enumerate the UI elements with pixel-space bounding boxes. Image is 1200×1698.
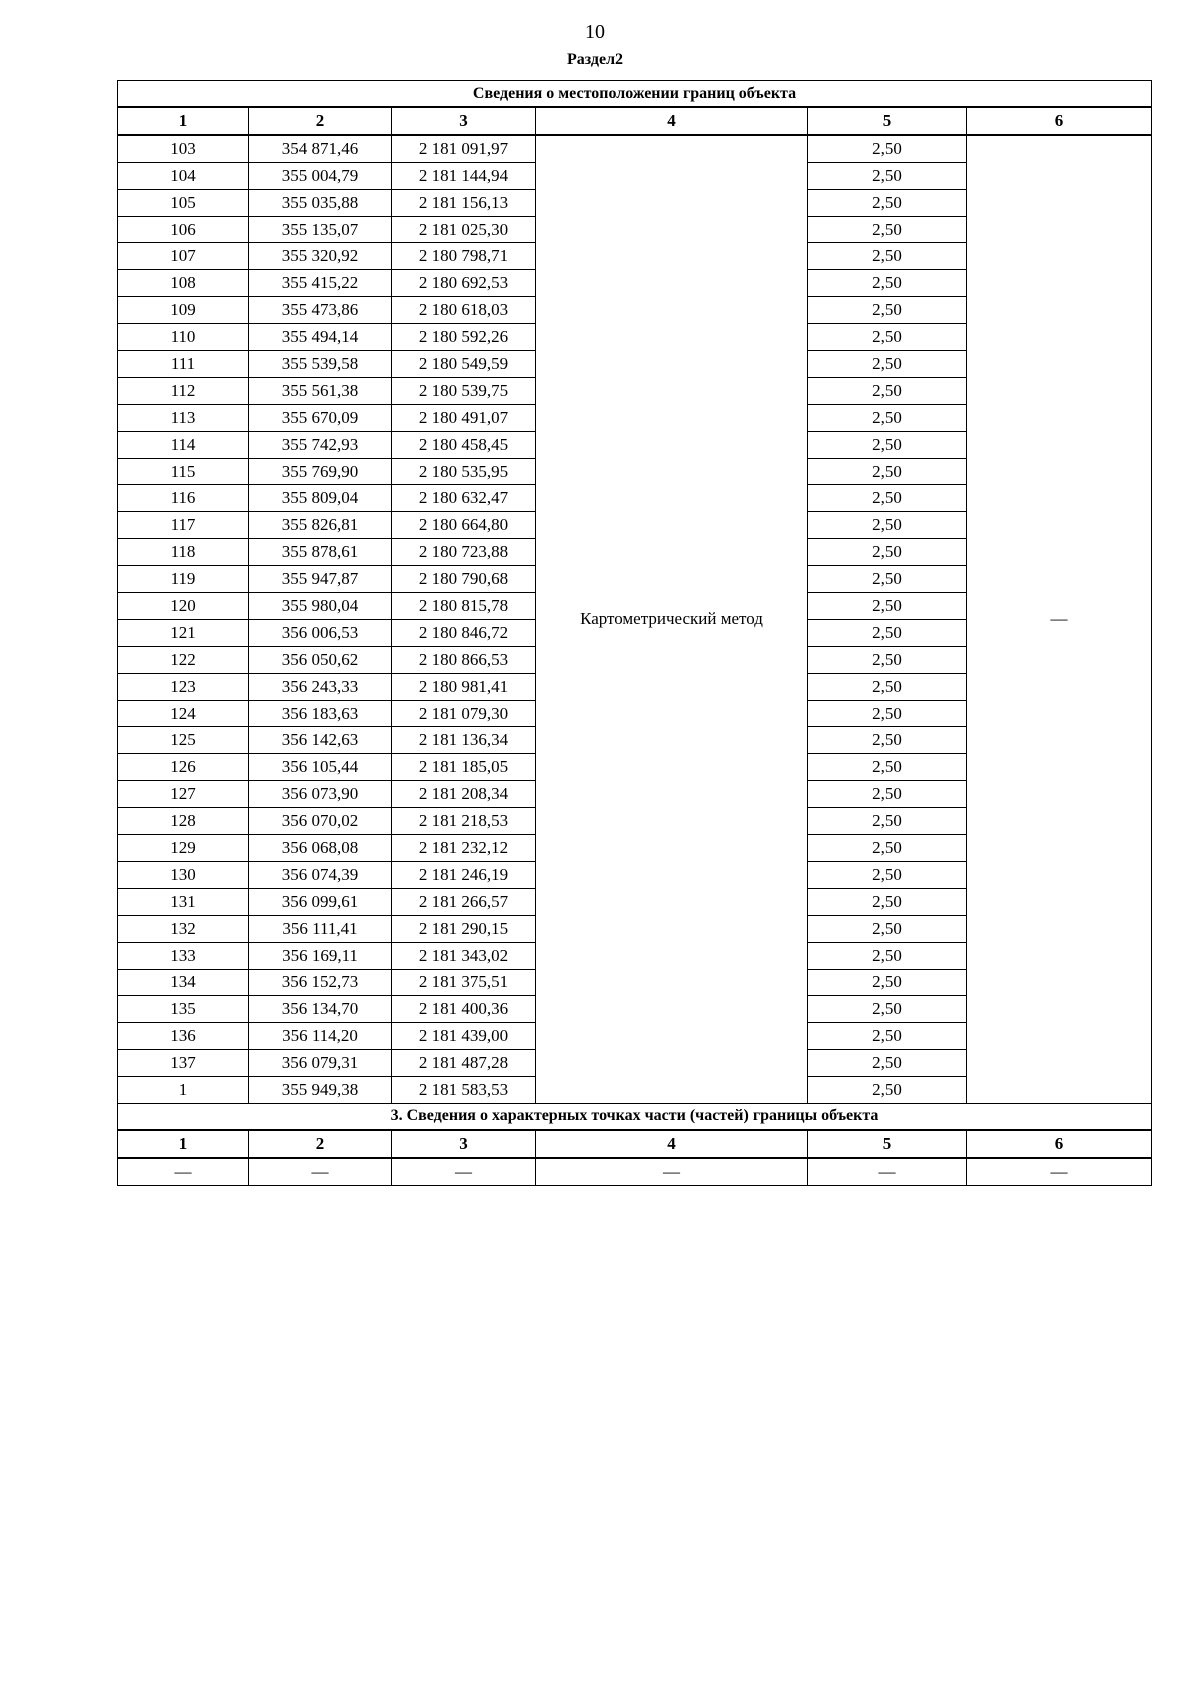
point-number-cell: 114	[118, 431, 249, 458]
accuracy-cell: 2,50	[808, 915, 967, 942]
y-coordinate-cell: 2 180 981,41	[392, 673, 536, 700]
section3-header-row	[118, 1130, 1152, 1158]
point-number-cell: 115	[118, 458, 249, 485]
accuracy-cell: 2,50	[808, 297, 967, 324]
page-number: 10	[585, 21, 605, 43]
section3-cell-6: —	[967, 1158, 1152, 1185]
y-coordinate-cell: 2 181 156,13	[392, 189, 536, 216]
y-coordinate-cell: 2 181 218,53	[392, 808, 536, 835]
accuracy-cell: 2,50	[808, 351, 967, 378]
y-coordinate-cell: 2 181 290,15	[392, 915, 536, 942]
accuracy-cell: 2,50	[808, 888, 967, 915]
y-coordinate-cell: 2 181 208,34	[392, 781, 536, 808]
table-row	[118, 135, 1152, 162]
point-number-cell: 136	[118, 1023, 249, 1050]
accuracy-cell: 2,50	[808, 700, 967, 727]
y-coordinate-cell: 2 180 592,26	[392, 324, 536, 351]
point-number-cell: 109	[118, 297, 249, 324]
y-coordinate-cell: 2 181 232,12	[392, 835, 536, 862]
table-caption-row	[118, 81, 1152, 108]
accuracy-cell: 2,50	[808, 162, 967, 189]
point-number-cell: 103	[118, 135, 249, 162]
x-coordinate-cell: 356 183,63	[249, 700, 392, 727]
point-number-cell: 1	[118, 1077, 249, 1104]
x-coordinate-cell: 355 947,87	[249, 566, 392, 593]
section3-cell-1: —	[118, 1158, 249, 1185]
accuracy-cell: 2,50	[808, 324, 967, 351]
y-coordinate-cell: 2 180 491,07	[392, 404, 536, 431]
accuracy-cell: 2,50	[808, 377, 967, 404]
point-number-cell: 130	[118, 861, 249, 888]
x-coordinate-cell: 355 949,38	[249, 1077, 392, 1104]
x-coordinate-cell: 356 079,31	[249, 1050, 392, 1077]
x-coordinate-cell: 356 114,20	[249, 1023, 392, 1050]
y-coordinate-cell: 2 180 632,47	[392, 485, 536, 512]
accuracy-cell: 2,50	[808, 189, 967, 216]
y-coordinate-cell: 2 181 487,28	[392, 1050, 536, 1077]
point-number-cell: 134	[118, 969, 249, 996]
description-cell: —	[967, 135, 1152, 1104]
y-coordinate-cell: 2 180 549,59	[392, 351, 536, 378]
point-number-cell: 118	[118, 539, 249, 566]
section3-cell-4: —	[536, 1158, 808, 1185]
column-header-4: 4	[536, 107, 808, 135]
x-coordinate-cell: 356 050,62	[249, 646, 392, 673]
point-number-cell: 121	[118, 619, 249, 646]
y-coordinate-cell: 2 180 539,75	[392, 377, 536, 404]
point-number-cell: 122	[118, 646, 249, 673]
y-coordinate-cell: 2 180 723,88	[392, 539, 536, 566]
y-coordinate-cell: 2 181 400,36	[392, 996, 536, 1023]
table-row	[118, 1158, 1152, 1185]
y-coordinate-cell: 2 181 343,02	[392, 942, 536, 969]
section-title: Раздел2	[566, 51, 624, 68]
x-coordinate-cell: 356 099,61	[249, 888, 392, 915]
accuracy-cell: 2,50	[808, 566, 967, 593]
y-coordinate-cell: 2 181 246,19	[392, 861, 536, 888]
accuracy-cell: 2,50	[808, 673, 967, 700]
column-header-5: 5	[808, 107, 967, 135]
y-coordinate-cell: 2 180 790,68	[392, 566, 536, 593]
y-coordinate-cell: 2 180 618,03	[392, 297, 536, 324]
y-coordinate-cell: 2 180 815,78	[392, 593, 536, 620]
accuracy-cell: 2,50	[808, 1077, 967, 1104]
column-header-1: 1	[118, 107, 249, 135]
accuracy-cell: 2,50	[808, 539, 967, 566]
y-coordinate-cell: 2 181 583,53	[392, 1077, 536, 1104]
point-number-cell: 127	[118, 781, 249, 808]
accuracy-cell: 2,50	[808, 458, 967, 485]
column-header-6: 6	[967, 107, 1152, 135]
section3-column-header-6: 6	[967, 1130, 1152, 1158]
accuracy-cell: 2,50	[808, 485, 967, 512]
section3-column-header-3: 3	[392, 1130, 536, 1158]
point-number-cell: 110	[118, 324, 249, 351]
y-coordinate-cell: 2 180 664,80	[392, 512, 536, 539]
y-coordinate-cell: 2 181 091,97	[392, 135, 536, 162]
column-header-3: 3	[392, 107, 536, 135]
accuracy-cell: 2,50	[808, 431, 967, 458]
point-number-cell: 124	[118, 700, 249, 727]
accuracy-cell: 2,50	[808, 593, 967, 620]
point-number-cell: 135	[118, 996, 249, 1023]
accuracy-cell: 2,50	[808, 243, 967, 270]
y-coordinate-cell: 2 181 144,94	[392, 162, 536, 189]
section3-cell-3: —	[392, 1158, 536, 1185]
point-number-cell: 126	[118, 754, 249, 781]
x-coordinate-cell: 356 111,41	[249, 915, 392, 942]
x-coordinate-cell: 355 670,09	[249, 404, 392, 431]
boundary-table	[117, 80, 1152, 1186]
x-coordinate-cell: 355 826,81	[249, 512, 392, 539]
point-number-cell: 132	[118, 915, 249, 942]
x-coordinate-cell: 356 152,73	[249, 969, 392, 996]
x-coordinate-cell: 355 494,14	[249, 324, 392, 351]
section3-column-header-1: 1	[118, 1130, 249, 1158]
column-header-row	[118, 107, 1152, 135]
x-coordinate-cell: 356 074,39	[249, 861, 392, 888]
column-header-2: 2	[249, 107, 392, 135]
accuracy-cell: 2,50	[808, 835, 967, 862]
point-number-cell: 104	[118, 162, 249, 189]
method-cell: Картометрический метод	[536, 135, 808, 1104]
x-coordinate-cell: 355 742,93	[249, 431, 392, 458]
point-number-cell: 106	[118, 216, 249, 243]
accuracy-cell: 2,50	[808, 996, 967, 1023]
x-coordinate-cell: 356 006,53	[249, 619, 392, 646]
point-number-cell: 137	[118, 1050, 249, 1077]
accuracy-cell: 2,50	[808, 1050, 967, 1077]
point-number-cell: 116	[118, 485, 249, 512]
accuracy-cell: 2,50	[808, 646, 967, 673]
x-coordinate-cell: 355 473,86	[249, 297, 392, 324]
x-coordinate-cell: 356 073,90	[249, 781, 392, 808]
point-number-cell: 119	[118, 566, 249, 593]
accuracy-cell: 2,50	[808, 861, 967, 888]
boundary-table-body	[118, 81, 1152, 1186]
accuracy-cell: 2,50	[808, 135, 967, 162]
x-coordinate-cell: 355 320,92	[249, 243, 392, 270]
accuracy-cell: 2,50	[808, 619, 967, 646]
y-coordinate-cell: 2 180 692,53	[392, 270, 536, 297]
y-coordinate-cell: 2 181 439,00	[392, 1023, 536, 1050]
point-number-cell: 107	[118, 243, 249, 270]
accuracy-cell: 2,50	[808, 1023, 967, 1050]
section3-caption-row	[118, 1103, 1152, 1130]
accuracy-cell: 2,50	[808, 754, 967, 781]
y-coordinate-cell: 2 181 375,51	[392, 969, 536, 996]
section3-column-header-4: 4	[536, 1130, 808, 1158]
x-coordinate-cell: 356 142,63	[249, 727, 392, 754]
point-number-cell: 113	[118, 404, 249, 431]
point-number-cell: 131	[118, 888, 249, 915]
x-coordinate-cell: 354 871,46	[249, 135, 392, 162]
accuracy-cell: 2,50	[808, 808, 967, 835]
section3-column-header-2: 2	[249, 1130, 392, 1158]
y-coordinate-cell: 2 180 535,95	[392, 458, 536, 485]
point-number-cell: 125	[118, 727, 249, 754]
x-coordinate-cell: 355 004,79	[249, 162, 392, 189]
x-coordinate-cell: 355 809,04	[249, 485, 392, 512]
x-coordinate-cell: 356 070,02	[249, 808, 392, 835]
x-coordinate-cell: 356 068,08	[249, 835, 392, 862]
point-number-cell: 105	[118, 189, 249, 216]
accuracy-cell: 2,50	[808, 404, 967, 431]
section3-cell-2: —	[249, 1158, 392, 1185]
accuracy-cell: 2,50	[808, 969, 967, 996]
y-coordinate-cell: 2 180 846,72	[392, 619, 536, 646]
x-coordinate-cell: 355 980,04	[249, 593, 392, 620]
section3-cell-5: —	[808, 1158, 967, 1185]
point-number-cell: 133	[118, 942, 249, 969]
y-coordinate-cell: 2 180 866,53	[392, 646, 536, 673]
section3-caption: 3. Сведения о характерных точках части (частей) границы объекта	[118, 1103, 1152, 1130]
x-coordinate-cell: 356 169,11	[249, 942, 392, 969]
accuracy-cell: 2,50	[808, 727, 967, 754]
x-coordinate-cell: 355 561,38	[249, 377, 392, 404]
y-coordinate-cell: 2 181 185,05	[392, 754, 536, 781]
point-number-cell: 129	[118, 835, 249, 862]
accuracy-cell: 2,50	[808, 942, 967, 969]
accuracy-cell: 2,50	[808, 216, 967, 243]
x-coordinate-cell: 356 134,70	[249, 996, 392, 1023]
point-number-cell: 128	[118, 808, 249, 835]
x-coordinate-cell: 355 415,22	[249, 270, 392, 297]
y-coordinate-cell: 2 180 798,71	[392, 243, 536, 270]
point-number-cell: 120	[118, 593, 249, 620]
point-number-cell: 108	[118, 270, 249, 297]
x-coordinate-cell: 355 035,88	[249, 189, 392, 216]
x-coordinate-cell: 356 243,33	[249, 673, 392, 700]
table-caption: Сведения о местоположении границ объекта	[118, 81, 1152, 108]
y-coordinate-cell: 2 181 079,30	[392, 700, 536, 727]
point-number-cell: 123	[118, 673, 249, 700]
x-coordinate-cell: 355 878,61	[249, 539, 392, 566]
accuracy-cell: 2,50	[808, 512, 967, 539]
x-coordinate-cell: 355 135,07	[249, 216, 392, 243]
point-number-cell: 117	[118, 512, 249, 539]
accuracy-cell: 2,50	[808, 270, 967, 297]
x-coordinate-cell: 355 539,58	[249, 351, 392, 378]
point-number-cell: 111	[118, 351, 249, 378]
accuracy-cell: 2,50	[808, 781, 967, 808]
y-coordinate-cell: 2 180 458,45	[392, 431, 536, 458]
point-number-cell: 112	[118, 377, 249, 404]
section3-column-header-5: 5	[808, 1130, 967, 1158]
y-coordinate-cell: 2 181 266,57	[392, 888, 536, 915]
x-coordinate-cell: 356 105,44	[249, 754, 392, 781]
y-coordinate-cell: 2 181 136,34	[392, 727, 536, 754]
x-coordinate-cell: 355 769,90	[249, 458, 392, 485]
y-coordinate-cell: 2 181 025,30	[392, 216, 536, 243]
